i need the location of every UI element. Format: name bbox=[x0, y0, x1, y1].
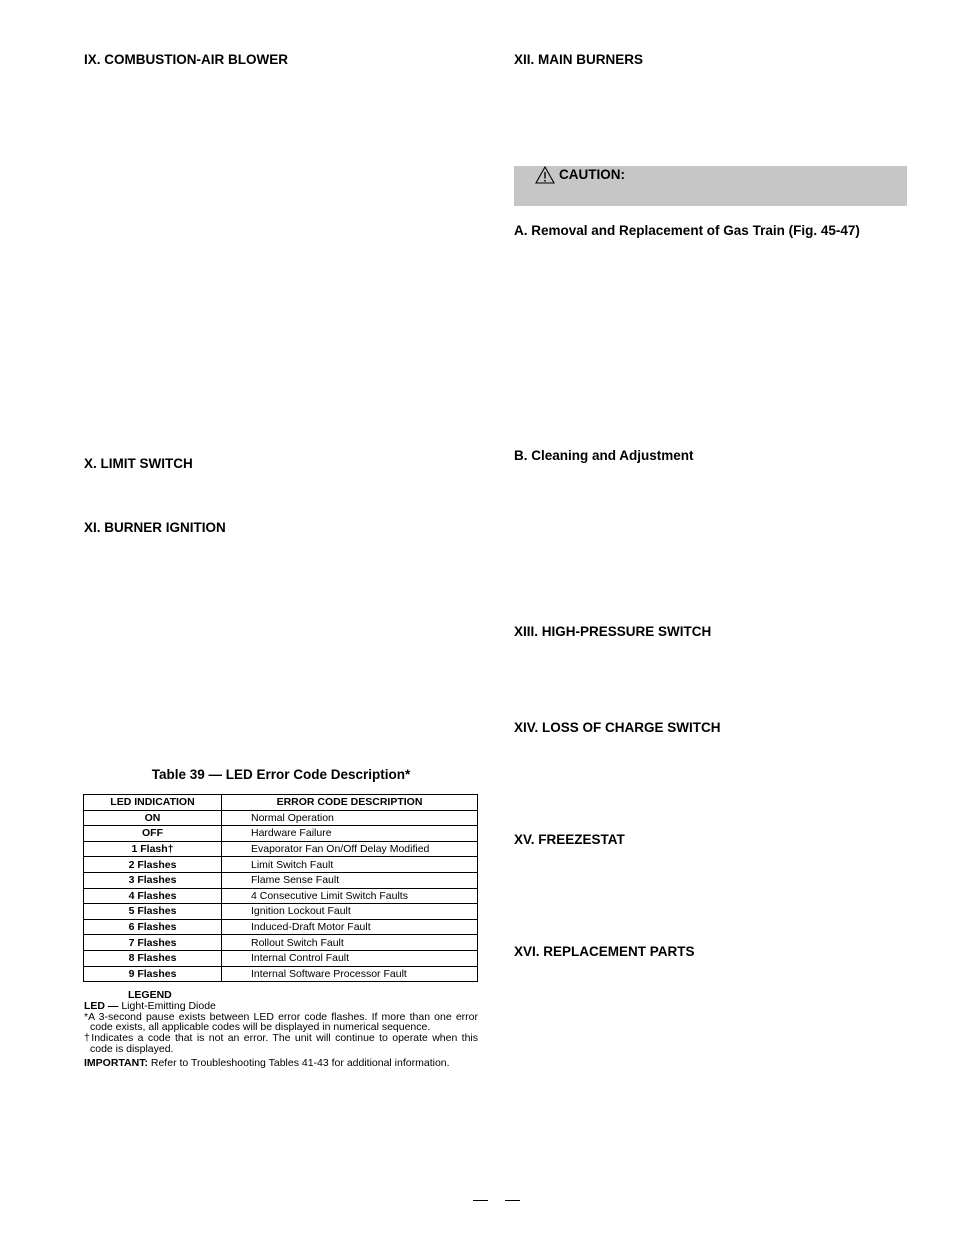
error-description-cell: Limit Switch Fault bbox=[222, 857, 478, 873]
error-description-cell: Induced-Draft Motor Fault bbox=[222, 919, 478, 935]
heading-replacement-parts: XVI. REPLACEMENT PARTS bbox=[514, 944, 695, 959]
error-description-cell: 4 Consecutive Limit Switch Faults bbox=[222, 888, 478, 904]
led-error-code-table bbox=[83, 794, 478, 982]
legend-led-text: Light-Emitting Diode bbox=[118, 999, 216, 1012]
table-row bbox=[84, 810, 478, 826]
table-caption: Table 39 — LED Error Code Description* bbox=[151, 767, 411, 782]
error-description-cell: Internal Software Processor Fault bbox=[222, 966, 478, 982]
caution-box bbox=[514, 166, 907, 206]
heading-combustion-air-blower: IX. COMBUSTION-AIR BLOWER bbox=[84, 52, 288, 67]
error-description-cell: Hardware Failure bbox=[222, 826, 478, 842]
heading-freezestat: XV. FREEZESTAT bbox=[514, 832, 625, 847]
error-description-cell: Rollout Switch Fault bbox=[222, 935, 478, 951]
asterisk-footnote: *A 3-second pause exists between LED error code flashes. If more than one error code exists, all applicable codes will be displayed in numerical sequence. bbox=[84, 1010, 478, 1034]
led-indication-cell: 7 Flashes bbox=[84, 935, 222, 951]
error-description-cell: Normal Operation bbox=[222, 810, 478, 826]
led-indication-cell: 9 Flashes bbox=[84, 966, 222, 982]
heading-limit-switch: X. LIMIT SWITCH bbox=[84, 456, 193, 471]
led-indication-cell: 3 Flashes bbox=[84, 872, 222, 888]
led-indication-cell: 2 Flashes bbox=[84, 857, 222, 873]
warning-triangle-icon bbox=[535, 166, 555, 189]
legend-title: LEGEND bbox=[128, 989, 172, 1001]
heading-gas-train: A. Removal and Replacement of Gas Train (Fig. 45-47) bbox=[514, 223, 860, 238]
column-header-error-code-description: ERROR CODE DESCRIPTION bbox=[222, 795, 478, 811]
table-row bbox=[84, 826, 478, 842]
heading-high-pressure-switch: XIII. HIGH-PRESSURE SWITCH bbox=[514, 624, 712, 639]
led-indication-cell: 6 Flashes bbox=[84, 919, 222, 935]
table-row bbox=[84, 950, 478, 966]
heading-burner-ignition: XI. BURNER IGNITION bbox=[84, 520, 226, 535]
table-row bbox=[84, 841, 478, 857]
error-description-cell: Evaporator Fan On/Off Delay Modified bbox=[222, 841, 478, 857]
important-note bbox=[84, 1058, 478, 1069]
table-header-row bbox=[84, 795, 478, 811]
page-number-dash-left bbox=[473, 1200, 488, 1201]
heading-loss-of-charge-switch: XIV. LOSS OF CHARGE SWITCH bbox=[514, 720, 721, 735]
table-row bbox=[84, 857, 478, 873]
caution-label: CAUTION: bbox=[559, 167, 625, 182]
column-header-led-indication: LED INDICATION bbox=[84, 795, 222, 811]
led-indication-cell: 5 Flashes bbox=[84, 904, 222, 920]
dagger-footnote: †Indicates a code that is not an error. The unit will continue to operate when this code is displayed. bbox=[84, 1032, 478, 1055]
legend-led-definition bbox=[84, 1001, 478, 1012]
table-row bbox=[84, 919, 478, 935]
led-indication-cell: 8 Flashes bbox=[84, 950, 222, 966]
table-row bbox=[84, 904, 478, 920]
table-notes bbox=[84, 990, 478, 1069]
table-row bbox=[84, 888, 478, 904]
page-number-dash-right bbox=[505, 1200, 520, 1201]
error-description-cell: Ignition Lockout Fault bbox=[222, 904, 478, 920]
important-text: Refer to Troubleshooting Tables 41-43 for additional information. bbox=[147, 1056, 450, 1069]
important-label: IMPORTANT: bbox=[84, 1056, 148, 1069]
legend-led-abbrev: LED — bbox=[84, 999, 119, 1012]
led-indication-cell: 4 Flashes bbox=[84, 888, 222, 904]
led-indication-cell: 1 Flash† bbox=[84, 841, 222, 857]
error-description-cell: Internal Control Fault bbox=[222, 950, 478, 966]
error-description-cell: Flame Sense Fault bbox=[222, 872, 478, 888]
table-row bbox=[84, 872, 478, 888]
table-row bbox=[84, 935, 478, 951]
led-indication-cell: ON bbox=[84, 810, 222, 826]
table-row bbox=[84, 966, 478, 982]
led-indication-cell: OFF bbox=[84, 826, 222, 842]
heading-main-burners: XII. MAIN BURNERS bbox=[514, 52, 644, 67]
heading-cleaning-adjustment: B. Cleaning and Adjustment bbox=[514, 448, 694, 463]
